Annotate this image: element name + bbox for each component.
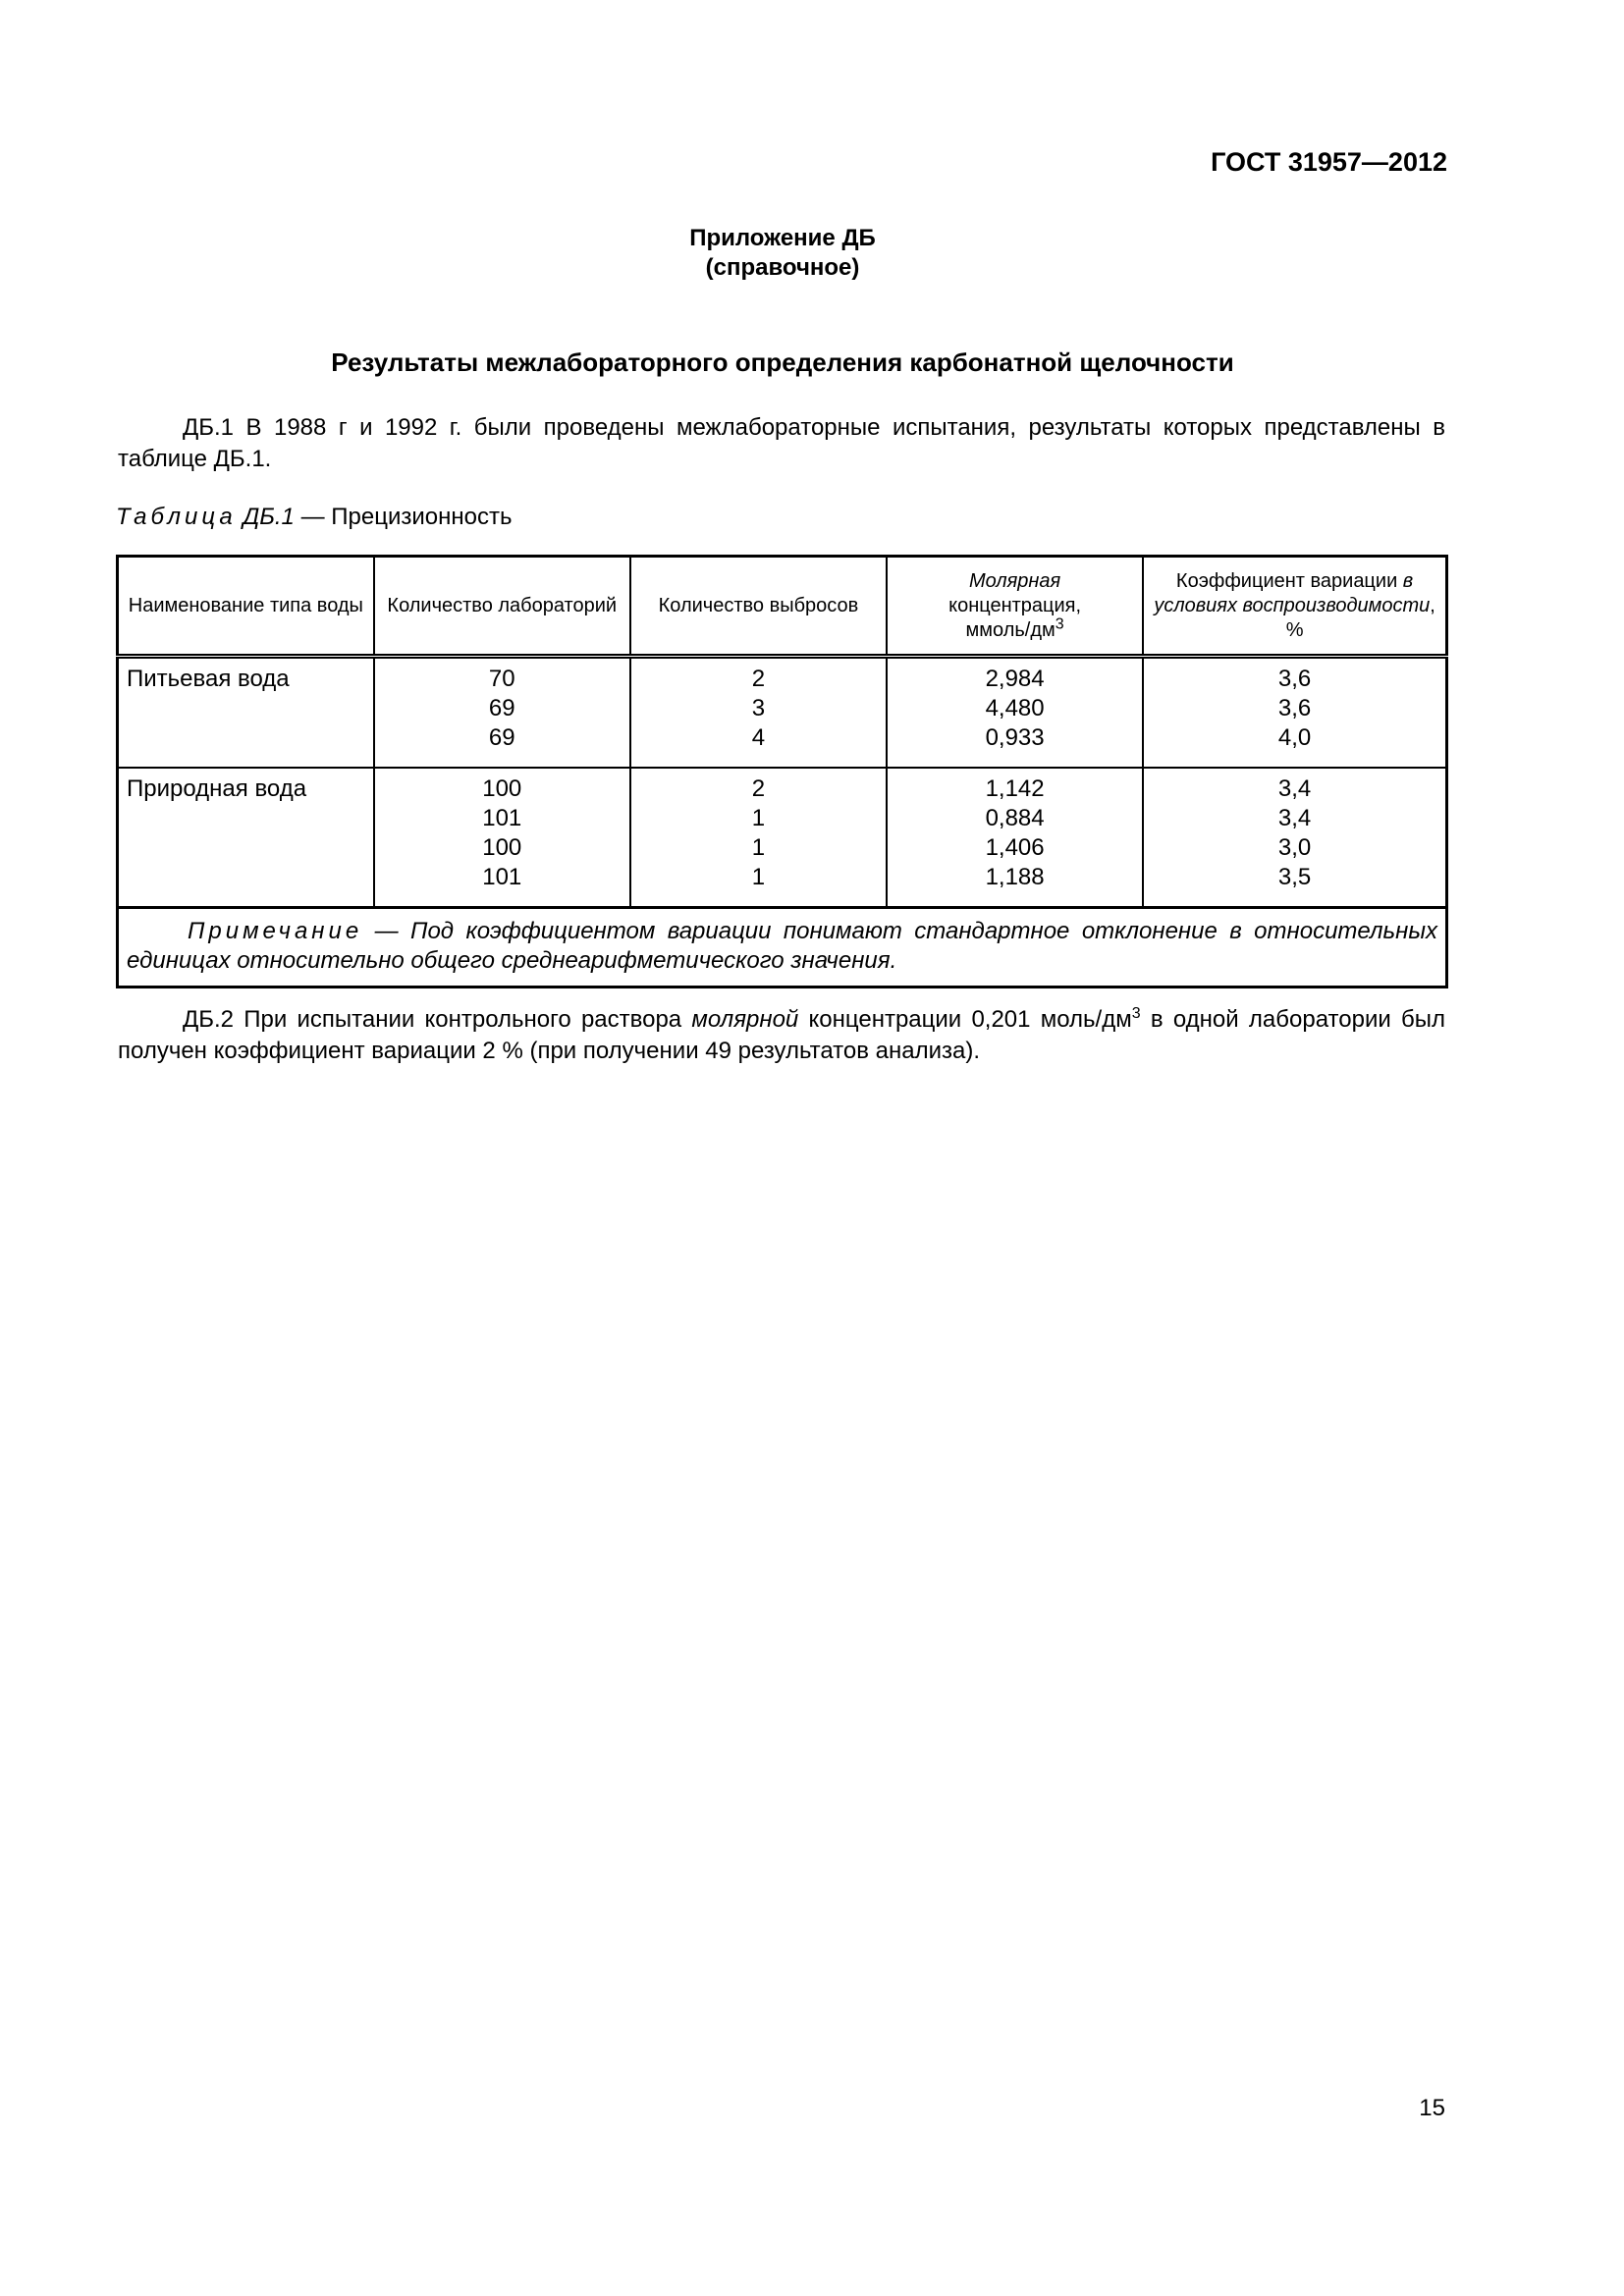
cell-concentration: 2,984 4,480 0,933 (887, 657, 1143, 769)
document-id: ГОСТ 31957—2012 (1211, 147, 1447, 177)
table-caption (116, 504, 512, 531)
table-row (118, 768, 1447, 908)
paragraph-db2: ДБ.2 При испытании контрольного раствора молярной концентрации 0,201 моль/$дм^3$ в одной лаборатории был получен коэффициент вариации 2 % (при получении 49 результатов анализа). (118, 1005, 1445, 1064)
col-header-outliers: Количество выбросов (630, 557, 887, 657)
cell-labs: 70 69 69 (374, 657, 630, 769)
paragraph-db2-italic: молярной (691, 1006, 799, 1033)
page-number: 15 (1419, 2095, 1445, 2121)
cell-concentration: 1,142 0,884 1,406 1,188 (887, 768, 1143, 908)
precision-table (116, 555, 1448, 988)
table-header-row (118, 557, 1447, 657)
cell-water-type: Природная вода (118, 768, 374, 908)
cell-outliers: 2 3 4 (630, 657, 887, 769)
cell-cv: 3,4 3,4 3,0 3,5 (1143, 768, 1446, 908)
cell-labs: 100 101 100 101 (374, 768, 630, 908)
col-header-cv: Коэффициент вариации в условиях воспроизводимости, % (1143, 557, 1446, 657)
paragraph-db1-text: ДБ.1 В 1988 г и 1992 г. были проведены межлабораторные испытания, результаты которых представлены в таблице ДБ.1. (118, 414, 1445, 472)
annex-subtitle: (справочное) (705, 254, 860, 281)
section-heading: Результаты межлабораторного определения карбонатной щелочности (331, 347, 1234, 377)
annex-title: Приложение ДБ (689, 225, 876, 251)
table-row (118, 657, 1447, 769)
col-header-concentration: Молярная концентрация, ммоль/$дм^3$ (887, 557, 1143, 657)
paragraph-db1 (118, 412, 1445, 475)
table-note (118, 908, 1447, 988)
cell-outliers: 2 1 1 1 (630, 768, 887, 908)
col-header-water-type: Наименование типа воды (118, 557, 374, 657)
annex-title-block (0, 224, 1565, 283)
table-note-row (118, 908, 1447, 988)
table-caption-label: Таблица (116, 504, 237, 530)
table-caption-title: — Прецизионность (300, 504, 513, 530)
col-header-labs: Количество лабораторий (374, 557, 630, 657)
table-caption-number: ДБ.1 (243, 504, 295, 530)
note-label: Примечание (188, 918, 363, 944)
cell-water-type: Питьевая вода (118, 657, 374, 769)
cell-cv: 3,6 3,6 4,0 (1143, 657, 1446, 769)
note-text: — Под коэффициентом вариации понимают стандартное отклонение в относительных единицах относительно общего среднеарифметического значения. (127, 918, 1437, 974)
